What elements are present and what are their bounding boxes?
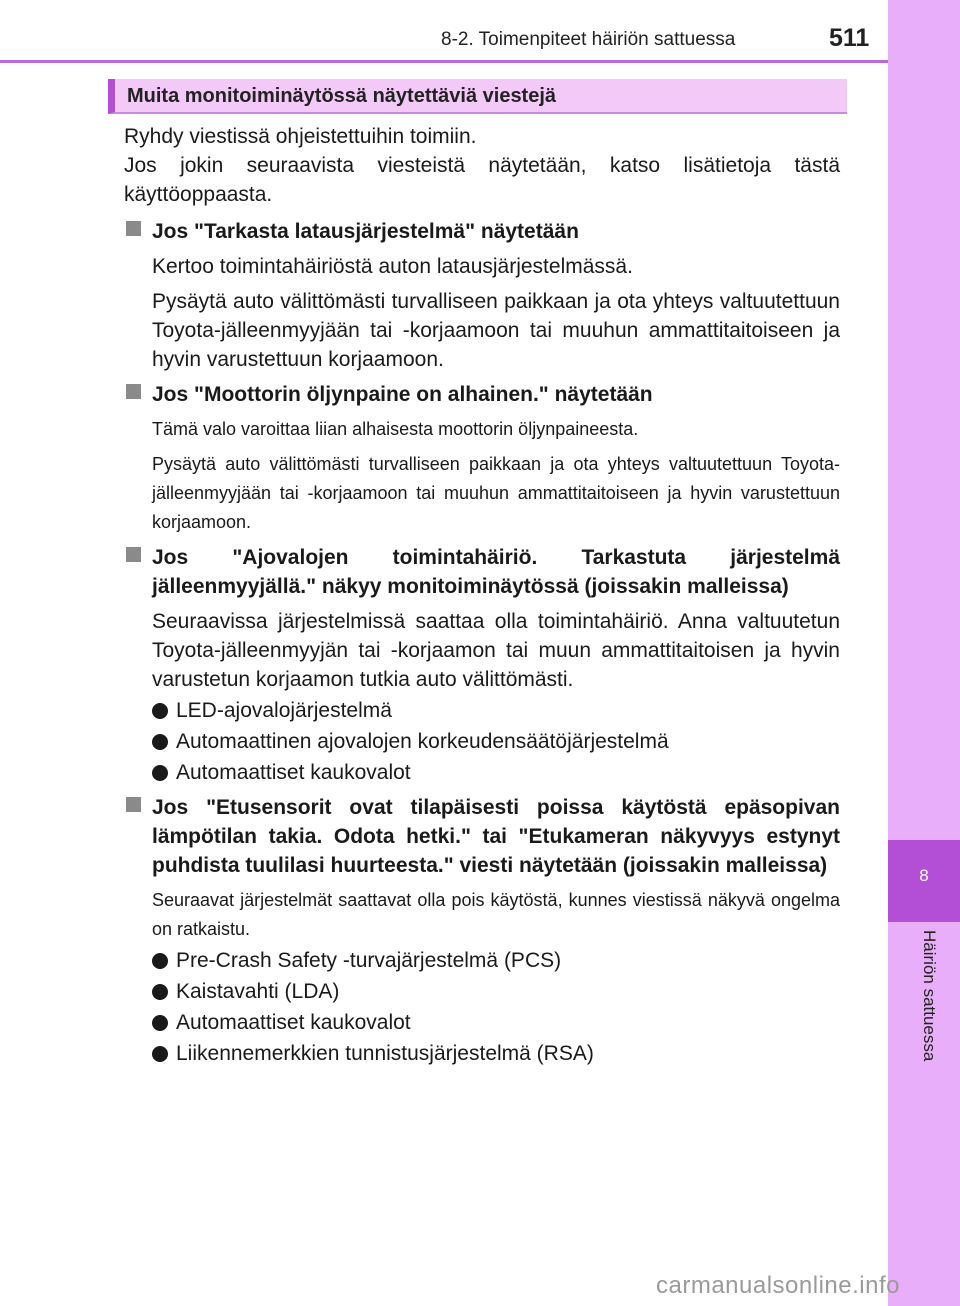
square-bullet-icon (126, 547, 141, 562)
section-heading-text: Muita monitoiminäytössä näytettäviä viestejä (127, 85, 557, 107)
subsection-title: Jos "Etusensorit ovat tilapäisesti poissa käytöstä epäsopivan lämpötilan takia. Odota hetki." tai "Etukameran näkyvyys estynyt puhdista tuulilasi huurteesta." viesti näytetään (joissakin malleissa) (152, 796, 840, 877)
bullet-dot-icon (152, 765, 168, 781)
page-content (124, 122, 840, 1068)
intro-line: Ryhdy viestissä ohjeistettuihin toimiin. (124, 125, 477, 148)
list-item (152, 1039, 840, 1068)
subsection-front-sensors (124, 793, 840, 1068)
list-item-text: Liikennemerkkien tunnistusjärjestelmä (RSA) (176, 1042, 594, 1065)
list-item-text: Automaattiset kaukovalot (176, 1011, 411, 1034)
paragraph: Pysäytä auto välittömästi turvalliseen paikkaan ja ota yhteys valtuutettuun Toyota-jälleenmyyjään tai -korjaamoon tai muuhun ammattitaitoiseen ja hyvin varustettuun korjaamoon. (152, 454, 840, 532)
bullet-dot-icon (152, 734, 168, 750)
list-item (152, 1008, 840, 1037)
list-item-text: LED-ajovalojärjestelmä (176, 699, 392, 722)
subsection-charging-system (124, 217, 840, 374)
list-item-text: Automaattiset kaukovalot (176, 761, 411, 784)
list-item (152, 727, 840, 756)
bullet-dot-icon (152, 953, 168, 969)
subsection-title: Jos "Moottorin öljynpaine on alhainen." näytetään (152, 383, 653, 406)
list-item (152, 696, 840, 725)
list-item-text: Kaistavahti (LDA) (176, 980, 340, 1003)
list-item (152, 758, 840, 787)
bullet-dot-icon (152, 984, 168, 1000)
list-item-text: Automaattinen ajovalojen korkeudensäätöjärjestelmä (176, 730, 669, 753)
section-heading (108, 79, 847, 114)
bullet-dot-icon (152, 1015, 168, 1031)
bullet-dot-icon (152, 703, 168, 719)
header-divider (0, 60, 888, 63)
side-tab-strip (888, 0, 960, 1306)
paragraph: Seuraavissa järjestelmissä saattaa olla toimintahäiriö. Anna valtuutetun Toyota-jälleenmyyjän tai -korjaamon tai muun ammattitaitoisen ja hyvin varustetun korjaamon tutkia auto välittömästi. (152, 610, 840, 691)
subsection-headlight-malfunction (124, 543, 840, 787)
subsection-title: Jos "Ajovalojen toimintahäiriö. Tarkastuta järjestelmä jälleenmyyjällä." näkyy monitoiminäytössä (joissakin malleissa) (152, 546, 840, 598)
chapter-label: Häiriön sattuessa (920, 930, 939, 1062)
paragraph: Kertoo toimintahäiriöstä auton latausjärjestelmässä. (152, 255, 633, 278)
list-item-text: Pre-Crash Safety -turvajärjestelmä (PCS) (176, 949, 562, 972)
watermark[interactable]: carmanualsonline.info (656, 1272, 900, 1299)
paragraph: Tämä valo varoittaa liian alhaisesta moottorin öljynpaineesta. (152, 419, 639, 439)
page-number: 511 (829, 24, 870, 52)
chapter-number: 8 (919, 866, 929, 885)
square-bullet-icon (126, 221, 141, 236)
list-item (152, 946, 840, 975)
intro-line: Jos jokin seuraavista viesteistä näytetään, katso lisätietoja tästä käyttöoppaasta. (124, 154, 840, 206)
intro (124, 122, 840, 209)
square-bullet-icon (126, 384, 141, 399)
chapter-tab (888, 840, 960, 922)
subsection-title: Jos "Tarkasta latausjärjestelmä" näytetään (152, 220, 579, 243)
paragraph: Seuraavat järjestelmät saattavat olla pois käytöstä, kunnes viestissä näkyvä ongelma on ratkaistu. (152, 890, 840, 939)
square-bullet-icon (126, 797, 141, 812)
running-header: 8-2. Toimenpiteet häiriön sattuessa (441, 29, 736, 50)
list-item (152, 977, 840, 1006)
bullet-dot-icon (152, 1046, 168, 1062)
subsection-oil-pressure (124, 380, 840, 537)
paragraph: Pysäytä auto välittömästi turvalliseen paikkaan ja ota yhteys valtuutettuun Toyota-jälleenmyyjään tai -korjaamoon tai muuhun ammattitaitoiseen ja hyvin varustettuun korjaamoon. (152, 290, 840, 371)
